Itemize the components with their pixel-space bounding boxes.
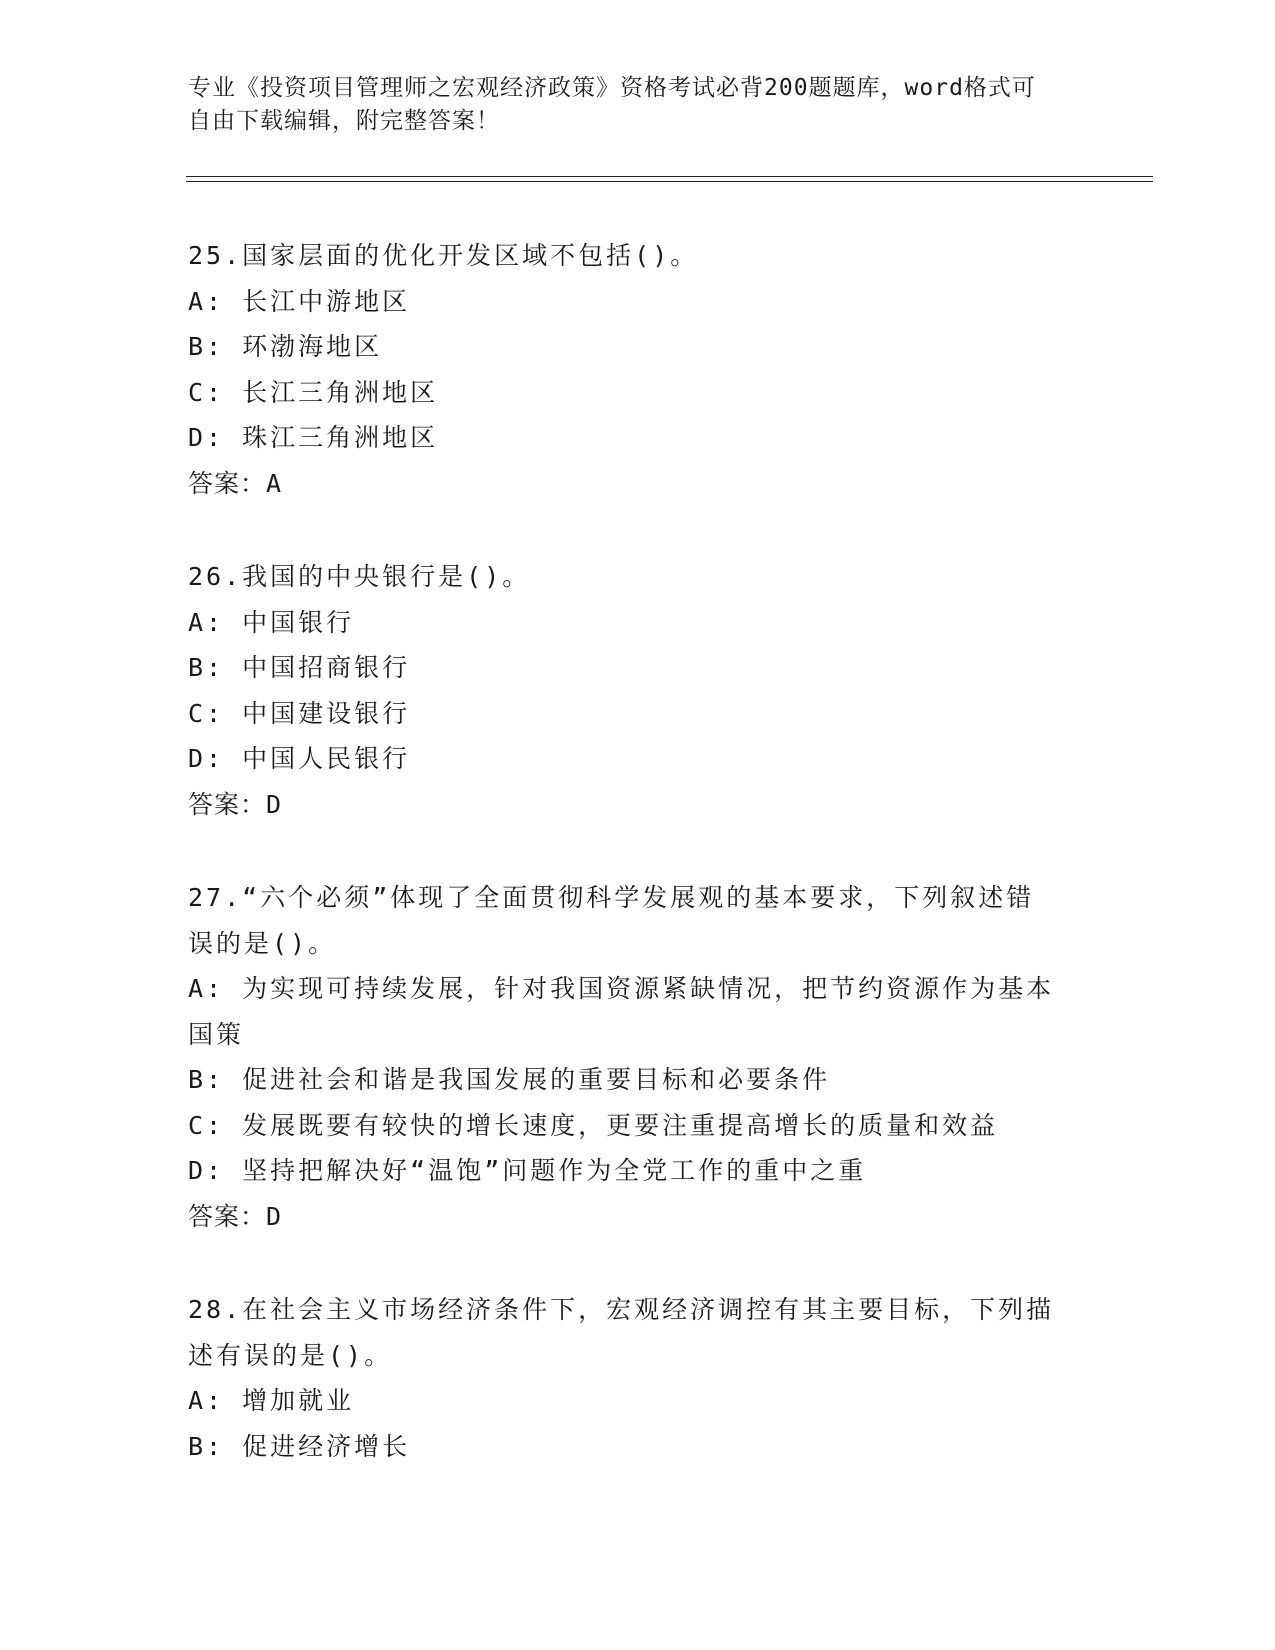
question-28 (188, 1287, 1088, 1469)
option-b: B: 促进社会和谐是我国发展的重要目标和必要条件 (188, 1065, 831, 1094)
answer-line (188, 782, 1088, 828)
option-a-line-1: A: 为实现可持续发展，针对我国资源紧缺情况，把节约资源作为基本 (188, 974, 1055, 1003)
answer-label: 答案： (188, 789, 267, 819)
option-b: B: 中国招商银行 (188, 653, 411, 682)
header-line-1: 专业《投资项目管理师之宏观经济政策》资格考试必背200题题库，word格式可 (188, 75, 1036, 101)
option-d: D: 坚持把解决好“温饱”问题作为全党工作的重中之重 (188, 1156, 867, 1185)
answer-label: 答案： (188, 1201, 267, 1231)
answer-line (188, 461, 1088, 507)
question-title: 26.我国的中央银行是()。 (188, 562, 531, 591)
question-title-line-2: 述有误的是()。 (188, 1340, 393, 1370)
question-27 (188, 875, 1088, 1239)
document-header (188, 72, 1068, 138)
question-26 (188, 554, 1088, 827)
option-c: C: 发展既要有较快的增长速度，更要注重提高增长的质量和效益 (188, 1110, 999, 1140)
option-b: B: 促进经济增长 (188, 1431, 411, 1461)
header-line-2: 自由下载编辑，附完整答案！ (188, 108, 500, 134)
option-a: A: 长江中游地区 (188, 286, 411, 316)
question-list (188, 233, 1088, 1517)
question-title-line-1: 27.“六个必须”体现了全面贯彻科学发展观的基本要求，下列叙述错 (188, 883, 1035, 912)
question-25 (188, 233, 1088, 506)
option-c: C: 长江三角洲地区 (188, 377, 439, 407)
option-d: D: 中国人民银行 (188, 744, 411, 773)
option-a: A: 中国银行 (188, 607, 355, 637)
answer-label: 答案： (188, 468, 267, 498)
question-title-line-2: 误的是()。 (188, 928, 337, 958)
option-a: A: 增加就业 (188, 1386, 355, 1415)
option-b: B: 环渤海地区 (188, 332, 383, 361)
answer-value: D (266, 789, 283, 819)
answer-line (188, 1194, 1088, 1240)
answer-value: A (266, 468, 283, 498)
header-divider-bottom (186, 181, 1153, 182)
option-d: D: 珠江三角洲地区 (188, 423, 439, 452)
option-c: C: 中国建设银行 (188, 698, 411, 728)
answer-value: D (266, 1201, 283, 1231)
question-title-line-1: 28.在社会主义市场经济条件下，宏观经济调控有其主要目标，下列描 (188, 1295, 1055, 1324)
header-divider-top (186, 176, 1153, 177)
option-a-line-2: 国策 (188, 1019, 245, 1049)
question-title: 25.国家层面的优化开发区域不包括()。 (188, 241, 699, 270)
